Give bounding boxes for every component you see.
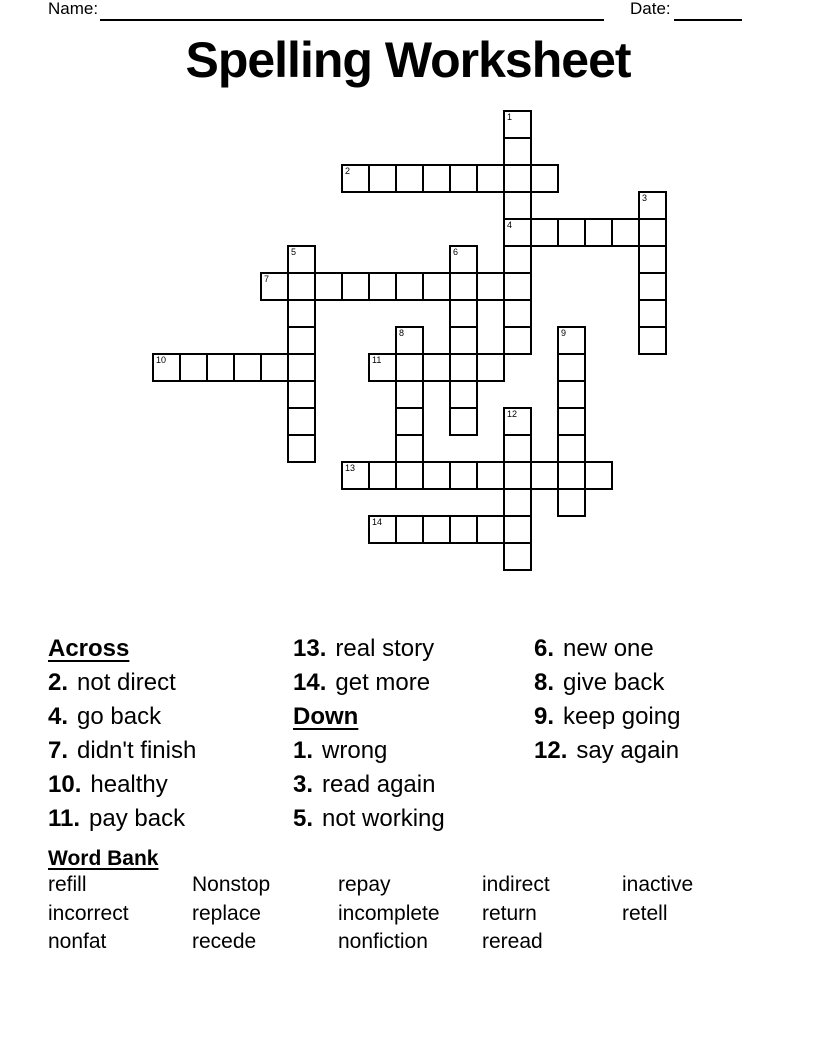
clue-text: pay back xyxy=(89,805,186,832)
clue-item xyxy=(534,632,680,666)
crossword-cell xyxy=(557,353,586,382)
cell-number: 1 xyxy=(507,112,513,122)
clue-number: 14. xyxy=(293,669,327,696)
clue-text: new one xyxy=(563,635,654,662)
cell-number: 9 xyxy=(561,328,567,338)
clue-item xyxy=(48,666,196,700)
word-bank-word: recede xyxy=(192,930,257,953)
clue-number: 3. xyxy=(293,771,314,798)
clue-text: say again xyxy=(576,737,680,764)
crossword-cell xyxy=(503,461,532,490)
name-blank-line xyxy=(100,19,604,21)
crossword-cell xyxy=(476,515,505,544)
clue-item xyxy=(293,734,445,768)
crossword-cell xyxy=(638,299,667,328)
word-bank-word: replace xyxy=(192,901,261,925)
crossword-cell xyxy=(260,353,289,382)
crossword-cell xyxy=(611,218,640,247)
crossword-cell xyxy=(368,461,397,490)
clue-number: 4. xyxy=(48,703,69,730)
cell-number: 13 xyxy=(345,463,356,473)
clue-text: wrong xyxy=(322,737,388,764)
word-bank-column xyxy=(192,871,270,957)
clue-text: not working xyxy=(322,805,445,832)
crossword-cell xyxy=(395,407,424,436)
crossword-cell xyxy=(179,353,208,382)
word-bank-word: incomplete xyxy=(338,901,440,925)
cell-number: 8 xyxy=(399,328,405,338)
crossword-cell xyxy=(638,245,667,274)
crossword-cell xyxy=(287,380,316,409)
crossword-cell xyxy=(449,299,478,328)
clue-text: give back xyxy=(563,669,665,696)
clue-item xyxy=(48,700,196,734)
crossword-cell xyxy=(422,164,451,193)
crossword-cell xyxy=(503,326,532,355)
crossword-cell xyxy=(557,488,586,517)
crossword-cell xyxy=(287,434,316,463)
date-label: Date: xyxy=(630,0,671,18)
crossword-cell xyxy=(503,218,532,247)
clue-header-text: Across xyxy=(48,635,130,662)
crossword-cell xyxy=(395,272,424,301)
crossword-cell xyxy=(422,515,451,544)
clue-text: not direct xyxy=(77,669,176,696)
crossword-cell xyxy=(476,353,505,382)
crossword-cell xyxy=(449,245,478,274)
clue-number: 11. xyxy=(48,805,81,832)
crossword-cell xyxy=(557,380,586,409)
word-bank-word: retell xyxy=(622,901,668,925)
crossword-cell xyxy=(584,218,613,247)
crossword-cell xyxy=(638,326,667,355)
word-bank-word: indirect xyxy=(482,873,550,896)
clue-text: real story xyxy=(335,635,435,662)
cell-number: 11 xyxy=(372,355,382,365)
crossword-cell xyxy=(638,272,667,301)
crossword-cell xyxy=(395,353,424,382)
clue-item xyxy=(48,768,196,802)
word-bank-word: reread xyxy=(482,930,543,953)
crossword-cell xyxy=(395,326,424,355)
crossword-cell xyxy=(503,299,532,328)
crossword-cell xyxy=(287,353,316,382)
clue-number: 1. xyxy=(293,737,314,764)
crossword-cell xyxy=(341,164,370,193)
crossword-cell xyxy=(557,434,586,463)
crossword-cell xyxy=(287,326,316,355)
crossword-cell xyxy=(476,164,505,193)
word-bank-word: refill xyxy=(48,873,87,896)
crossword-cell xyxy=(368,272,397,301)
word-bank-column xyxy=(48,871,129,957)
crossword-cell xyxy=(530,218,559,247)
crossword-cell xyxy=(341,272,370,301)
word-bank-word: Nonstop xyxy=(192,873,271,896)
clue-list-header xyxy=(48,632,196,666)
crossword-cell xyxy=(422,461,451,490)
crossword-cell xyxy=(530,164,559,193)
crossword-cell xyxy=(503,137,532,166)
crossword-cell xyxy=(287,407,316,436)
clue-list-header xyxy=(293,700,445,734)
word-bank-column xyxy=(482,871,550,957)
crossword-cell xyxy=(260,272,289,301)
crossword-cell xyxy=(395,434,424,463)
crossword-cell xyxy=(368,515,397,544)
crossword-cell xyxy=(503,515,532,544)
crossword-cell xyxy=(368,353,397,382)
crossword-cell xyxy=(206,353,235,382)
crossword-cell xyxy=(530,461,559,490)
clue-item xyxy=(534,700,680,734)
crossword-cell xyxy=(287,245,316,274)
clue-text: keep going xyxy=(563,703,681,730)
crossword-cell xyxy=(503,245,532,274)
crossword-cell xyxy=(449,164,478,193)
crossword-cell xyxy=(503,488,532,517)
word-bank-word: nonfiction xyxy=(338,930,428,953)
clue-text: read again xyxy=(322,771,436,798)
clue-item xyxy=(48,734,196,768)
crossword-cell xyxy=(557,218,586,247)
crossword-cell xyxy=(449,407,478,436)
word-bank-word: repay xyxy=(338,873,391,896)
crossword-cell xyxy=(476,272,505,301)
date-blank-line xyxy=(674,19,742,21)
clue-number: 5. xyxy=(293,805,314,832)
cell-number: 3 xyxy=(642,193,648,203)
crossword-cell xyxy=(395,164,424,193)
crossword-cell xyxy=(449,272,478,301)
cell-number: 12 xyxy=(507,409,518,419)
crossword-cell xyxy=(341,461,370,490)
crossword-cell xyxy=(638,191,667,220)
crossword-cell xyxy=(422,272,451,301)
word-bank-word: return xyxy=(482,901,537,925)
crossword-cell xyxy=(638,218,667,247)
crossword-cell xyxy=(395,461,424,490)
crossword-cell xyxy=(503,110,532,139)
crossword-cell xyxy=(287,299,316,328)
cell-number: 2 xyxy=(345,166,351,176)
clue-text: didn't finish xyxy=(77,737,197,764)
word-bank-column xyxy=(338,871,440,957)
clue-number: 2. xyxy=(48,669,69,696)
clue-column xyxy=(293,632,445,836)
page-title: Spelling Worksheet xyxy=(185,32,631,88)
crossword-cell xyxy=(422,353,451,382)
clue-number: 6. xyxy=(534,635,555,662)
clue-item xyxy=(293,666,445,700)
crossword-cell xyxy=(476,461,505,490)
crossword-cell xyxy=(503,434,532,463)
crossword-cell xyxy=(503,191,532,220)
crossword-cell xyxy=(449,353,478,382)
clue-header-text: Down xyxy=(293,703,359,730)
clue-text: get more xyxy=(335,669,431,696)
cell-number: 10 xyxy=(156,355,167,365)
word-bank-title: Word Bank xyxy=(48,847,159,870)
cell-number: 7 xyxy=(264,274,270,284)
word-bank-column xyxy=(622,871,693,928)
clue-column xyxy=(534,632,680,768)
crossword-cell xyxy=(503,272,532,301)
crossword-cell xyxy=(503,407,532,436)
crossword-cell xyxy=(503,542,532,571)
clue-number: 10. xyxy=(48,771,82,798)
clue-item xyxy=(534,734,680,768)
clue-number: 7. xyxy=(48,737,69,764)
clue-item xyxy=(293,632,445,666)
clue-number: 9. xyxy=(534,703,555,730)
name-label: Name: xyxy=(48,0,99,18)
crossword-cell xyxy=(557,461,586,490)
clue-number: 8. xyxy=(534,669,555,696)
cell-number: 4 xyxy=(507,220,513,230)
clue-number: 12. xyxy=(534,737,568,764)
crossword-cell xyxy=(314,272,343,301)
clue-column xyxy=(48,632,196,836)
crossword-cell xyxy=(557,407,586,436)
crossword-cell xyxy=(395,515,424,544)
crossword-cell xyxy=(152,353,181,382)
crossword-cell xyxy=(368,164,397,193)
crossword-cell xyxy=(557,326,586,355)
crossword-cell xyxy=(449,461,478,490)
crossword-cell xyxy=(503,164,532,193)
clue-text: go back xyxy=(77,703,162,730)
word-bank-word: inactive xyxy=(622,873,694,896)
clue-item xyxy=(534,666,680,700)
crossword-cell xyxy=(449,380,478,409)
crossword-cell xyxy=(233,353,262,382)
crossword-cell xyxy=(287,272,316,301)
clue-text: healthy xyxy=(90,771,168,798)
clue-number: 13. xyxy=(293,635,327,662)
word-bank-word: incorrect xyxy=(48,901,129,925)
crossword-cell xyxy=(449,326,478,355)
clue-item xyxy=(293,802,445,836)
crossword-cell xyxy=(584,461,613,490)
cell-number: 5 xyxy=(291,247,297,257)
word-bank-word: nonfat xyxy=(48,930,107,953)
clue-item xyxy=(48,802,196,836)
crossword-cell xyxy=(449,515,478,544)
cell-number: 6 xyxy=(453,247,459,257)
clue-item xyxy=(293,768,445,802)
crossword-cell xyxy=(395,380,424,409)
cell-number: 14 xyxy=(372,517,383,527)
